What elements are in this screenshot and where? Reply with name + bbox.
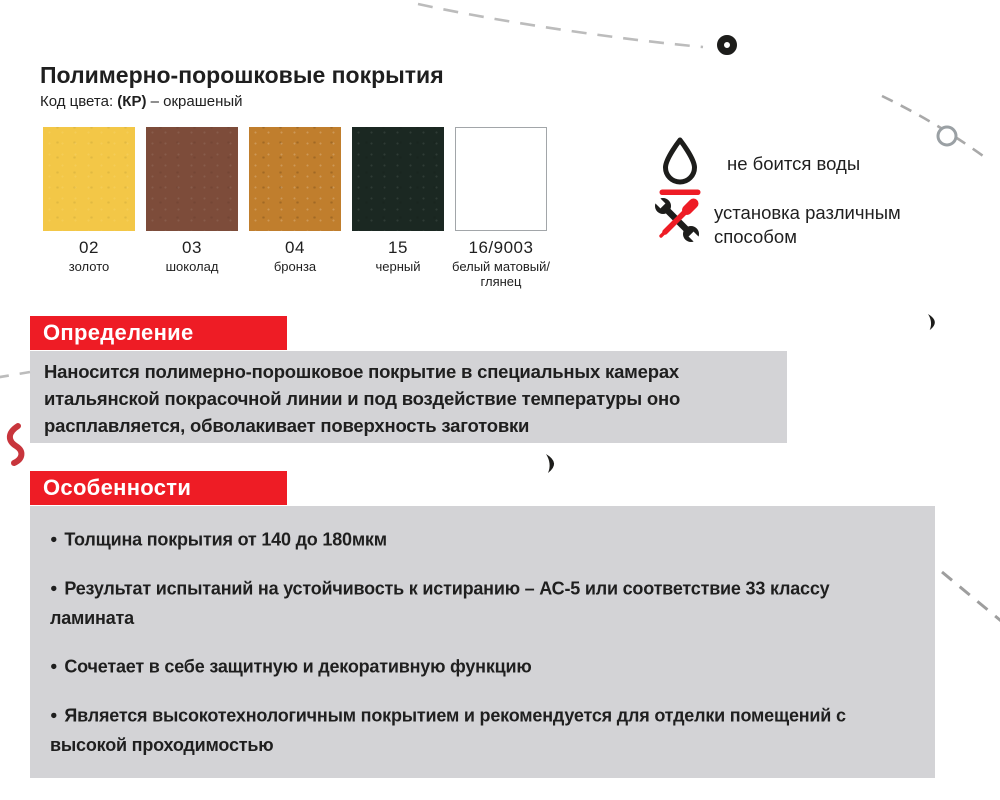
subtitle-code: (КР) xyxy=(117,93,147,110)
color-swatch xyxy=(146,127,238,231)
swatch-name: бронза xyxy=(273,259,317,274)
red-squiggle-decoration xyxy=(10,426,22,463)
feature-bullet: ● Толщина покрытия от 140 до 180мкм xyxy=(50,524,913,555)
color-swatch xyxy=(455,127,547,231)
comma-decoration-small xyxy=(928,314,935,330)
swatch-code: 16/9003 xyxy=(468,238,534,257)
left-dashes-decoration xyxy=(0,372,30,378)
feature-bullet: ● Сочетает в себе защитную и декоративную функцию xyxy=(50,651,913,682)
water-feature-label: не боится воды xyxy=(727,153,861,174)
feature-bullet: ● Является высокотехнологичным покрытием и рекомендуется для отделки помещений с высокой проходимостью xyxy=(50,700,913,761)
swatch-code: 04 xyxy=(285,238,305,257)
definition-text-block: Наносится полимерно-порошковое покрытие в специальных камерах итальянской покрасочной линии и под воздействие температуры оно расплавляется, обволакивает поверхность заготовки xyxy=(30,351,787,443)
color-swatch xyxy=(43,127,135,231)
color-swatch-row xyxy=(43,127,550,290)
features-list-block xyxy=(30,506,935,778)
tools-icon xyxy=(652,196,702,244)
right-dashed-line-decoration xyxy=(882,96,986,158)
feature-bullet: ● Результат испытаний на устойчивость к истиранию – АС-5 или соответствие 33 классу ламината xyxy=(50,573,913,634)
swatch-cell-white xyxy=(452,127,550,290)
swatch-cell-bronze xyxy=(249,127,341,290)
color-swatch xyxy=(249,127,341,231)
color-swatch xyxy=(352,127,444,231)
swatch-name: шоколад xyxy=(165,259,219,274)
subtitle-prefix: Код цвета: xyxy=(40,93,118,110)
top-dashed-curve-decoration xyxy=(418,4,703,47)
swatch-name: золото xyxy=(68,259,110,274)
donut-dot-decoration xyxy=(721,39,734,52)
swatch-cell-black xyxy=(352,127,444,290)
swatch-name: белый матовый/глянец xyxy=(452,259,550,290)
swatch-code: 02 xyxy=(79,238,99,257)
swatch-code: 03 xyxy=(182,238,202,257)
swatch-name: черный xyxy=(375,259,421,274)
swatch-cell-chocolate xyxy=(146,127,238,290)
water-drop-icon xyxy=(658,136,702,198)
comma-decoration-large xyxy=(546,454,554,473)
features-heading: Особенности xyxy=(30,471,287,505)
swatch-cell-gold xyxy=(43,127,135,290)
color-code-subtitle xyxy=(40,93,243,110)
page-title: Полимерно-порошковые покрытия xyxy=(40,62,444,88)
ring-decoration xyxy=(938,127,956,145)
swatch-code: 15 xyxy=(388,238,408,257)
subtitle-suffix: – окрашеный xyxy=(146,93,243,110)
definition-heading: Определение xyxy=(30,316,287,350)
tools-feature-label: установка различным способом xyxy=(714,202,901,247)
bottom-right-dashes-decoration xyxy=(942,572,1000,630)
